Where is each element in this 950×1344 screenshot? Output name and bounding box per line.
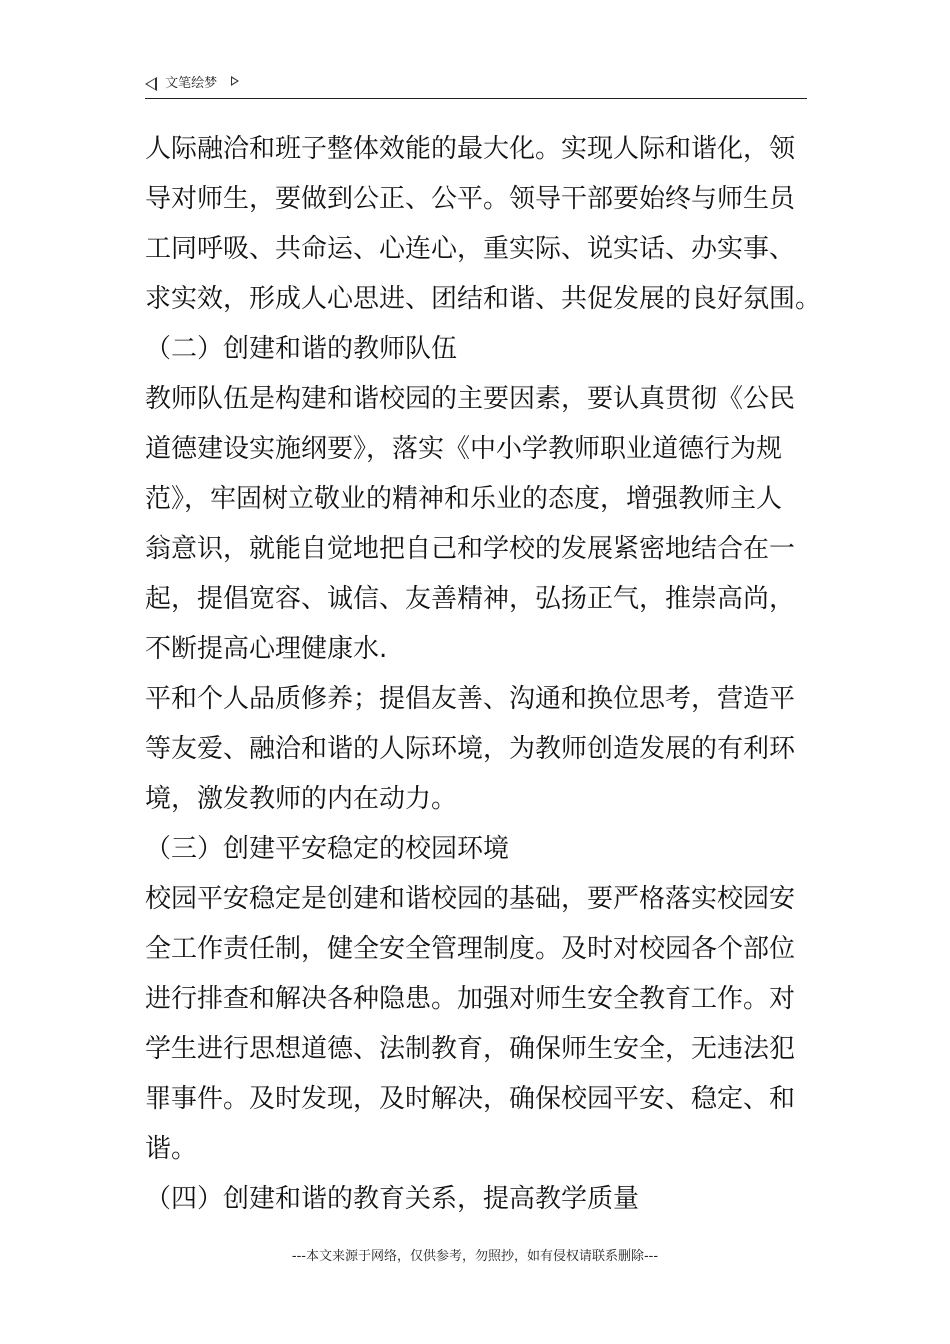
body-line: 人际融洽和班子整体效能的最大化。实现人际和谐化，领 (145, 134, 796, 164)
body-line: 范》，牢固树立敬业的精神和乐业的态度，增强教师主人 (145, 484, 783, 514)
page-header (145, 74, 807, 99)
body-line: 全工作责任制，健全安全管理制度。及时对校园各个部位 (145, 934, 796, 964)
body-line: 起，提倡宽容、诚信、友善精神，弘扬正气，推崇高尚， (145, 584, 796, 614)
body-line: 教师队伍是构建和谐校园的主要因素，要认真贯彻《公民 (145, 384, 796, 414)
section-heading: （四）创建和谐的教育关系，提高教学质量 (145, 1184, 640, 1214)
body-line: 学生进行思想道德、法制教育，确保师生安全，无违法犯 (145, 1034, 796, 1064)
body-line: 校园平安稳定是创建和谐校园的基础，要严格落实校园安 (145, 884, 796, 914)
body-line: 等友爱、融洽和谐的人际环境，为教师创造发展的有利环 (145, 734, 796, 764)
body-line: 罪事件。及时发现，及时解决，确保校园平安、稳定、和 (145, 1084, 796, 1114)
page-footer: ---本文来源于网络，仅供参考，勿照抄，如有侵权请联系删除--- (291, 1249, 659, 1264)
body-line: 境，激发教师的内在动力。 (145, 784, 458, 814)
body-line: 导对师生，要做到公正、公平。领导干部要始终与师生员 (145, 184, 796, 214)
body-line: 工同呼吸、共命运、心连心，重实际、说实话、办实事、 (145, 234, 796, 264)
body-line: 道德建设实施纲要》，落实《中小学教师职业道德行为规 (145, 434, 783, 464)
body-line: 进行排查和解决各种隐患。加强对师生安全教育工作。对 (145, 984, 796, 1014)
triangle-right-icon (231, 76, 239, 86)
body-line: 求实效，形成人心思进、团结和谐、共促发展的良好氛围。 (145, 284, 822, 314)
document-body (145, 124, 822, 1224)
body-line: 不断提高心理健康水. (145, 634, 388, 664)
body-line: 平和个人品质修养；提倡友善、沟通和换位思考，营造平 (145, 684, 796, 714)
section-heading: （三）创建平安稳定的校园环境 (145, 834, 510, 864)
triangle-left-icon (145, 77, 157, 91)
header-title: 文笔绘梦 (165, 76, 218, 91)
section-heading: （二）创建和谐的教师队伍 (145, 334, 458, 364)
body-line: 谐。 (145, 1134, 198, 1164)
body-line: 翁意识，就能自觉地把自己和学校的发展紧密地结合在一 (145, 534, 796, 564)
